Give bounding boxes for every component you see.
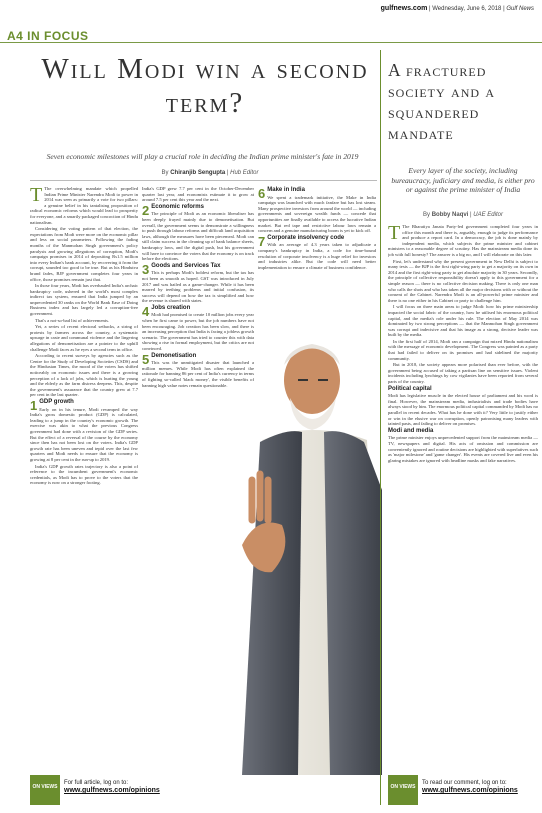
author-name: Bobby Naqvi [431,212,469,218]
section-text: The principle of Modi as an economic liberaliser has been deeply frayed mainly due to demonetisation. But overall, the government seems to demonstrate a willingness to push through labour reforms and difficult land acquisition laws, although the measures have been piecemeal. Modi can still claim success in the cleaning up of bank balance sheets, bankruptcy laws, and the digital push, but his government will have to convince the voters that the economy is on track before the elections. [142,211,254,262]
intro-paragraph: In those four years, Modi has overhauled India's archaic bankruptcy code, ushered in the world's most complex indirect tax system, ensured that India jumped by an unprecedented 30 ranks on the World Bank Ease of Doing Business index and has largely led a corruption-free government. [30,283,138,317]
main-byline: By Chiranjib Sengupta | Hub Editor [161,170,259,176]
side-byline: By Bobby Naqvi | UAE Editor [423,212,503,218]
footer-caption: To read our comment, log on to: [422,780,507,786]
modi-portrait-illustration [232,310,382,775]
onviews-logo: ON VIEWS [388,775,418,805]
byline-prefix: By [161,170,169,176]
section-text: Modi had promised to create 10 million jobs every year when he first came to power, but the job numbers have not been encouraging. Job creation has been slow, and there is an increasing perception that India is facing a jobless growth scenario. The government has tried to counter this with data showing a rise in formal employment, but the critics are not convinced. [142,312,254,352]
author-role: Hub Editor [230,170,259,176]
section-text: This was the unmitigated disaster that launched a million memes. While Modi has often explained the rationale for banning 86 per cent of India's currency in terms of fighting so-called 'black money', the visible benefits of banning high value notes remain questionable. [142,360,254,388]
section-heading: 2 Economic reforms [142,202,204,218]
side-paragraph: The Bharatiya Janata Party-led government completed four years in office this month and there is, arguably, enough to judge its performance and produce a report card. In a democracy, the job is done mainly by independent media, which subjects the prime minister and cabinet ministers to a reasonable degree of scrutiny. Has the mainstream media done its job with full honesty? The answer is a big no, and I will elaborate on this later. [388,224,538,257]
section-heading: 4 Jobs creation [142,303,191,319]
section-text: With an average of 4.3 years taken to adjudicate a company's bankruptcy in India, a code for time-bound resolution of corporate insolvency is a huge relief for investors and industries alike. But the code will need better implementation to ensure a climate of business confidence. [258,242,376,270]
side-paragraph: First, let's understand why the present government in New Delhi is subject to many tests — the BJP is the first right-wing party to get a majority on its own in 2014 and the first right-wing party to get absolute majority in 30 years. Secondly, the principle of collective responsibility doesn't apply to this government for a simple reason — there is no collective decision making. There is only one man who calls the shots and who has taken all the major decisions with or without the consent of the Cabinet. Narendra Modi is an all-powerful prime minister and there is no one either in his Cabinet or party to challenge him. [388,258,538,303]
dropcap: T [388,224,401,244]
paper-name: Gulf News [506,6,534,12]
side-paragraph: I will focus on three main areas to judge Modi: how his prime ministership impacted the social fabric of the country, how he utilised his enormous political capital, and the media's role under his rule. The election of May 2014 was dominated by two strong perceptions — that the Manmohan Singh government was corrupt and indecisive and that his image as a strong, decisive leader was built by the media. [388,304,538,338]
intro-paragraph: India's GDP growth rates trajectory is also a point of reference to the incumbent government's economic credentials, as Modi has to prove to the voters that the economy is now on a stronger footing. [30,463,138,486]
issue-date: Wednesday, June 6, 2018 [432,6,502,12]
intro-paragraph: The overwhelming mandate which propelled Indian Prime Minister Narendra Modi to power in 2014 was seen as primarily a vote for two pillars: a genuine belief in his tantalising proposition of radical economic reforms which would lead to prosperity for everyone, and a smartly packaged concoction of Hindu nationalism. [30,186,138,225]
author-role: UAE Editor [473,212,503,218]
side-footer [422,780,540,795]
section-text: Early on in his tenure, Modi revamped the way India's gross domestic product (GDP) is calculated, leading to a jump in the country's economic growth. The exercise was akin to what the previous Congress government had done with a revision of the GDP series. But the effect of a reversal of the course by the economy since then has not been lost on the voters. India's GDP growth rate has been uneven and tepid over the last few quarters and Modi needs to ensure that the economy is growing at 8 per cent in the run-up to 2019. [30,406,138,462]
footer-caption: For full article, log on to: [64,780,129,786]
onviews-logo: ON VIEWS [30,775,60,805]
main-headline: Will Modi win a second term? [41,53,369,119]
opinions-link[interactable]: www.gulfnews.com/opinions [64,787,160,794]
opinions-link[interactable]: www.gulfnews.com/opinions [422,787,518,794]
section-heading: 5 Demonetisation [142,351,197,367]
dropcap: T [30,186,43,206]
section-text: This is perhaps Modi's boldest reform, but the tax has not been as smooth as hoped. GST was introduced in July 2017 and was hailed as a game-changer. While it has been marred by teething problems and initial confusion, its success will depend on how the tax is simplified and how the revenue is shared with states. [142,270,254,304]
intro-paragraph: That's a not-so-bad list of achievements. [35,317,110,323]
section-heading: 1 GDP growth [30,397,74,413]
masthead: gulfnews.com | Wednesday, June 6, 2018 | Gulf News [380,5,534,12]
side-paragraph: In the first half of 2014, Modi ran a campaign that mixed Hindu nationalism with the message of economic development. The Congress was painted as a party that had failed to deliver on its promises and had sidelined the majority community. [388,338,538,361]
site-url[interactable]: gulfnews.com [380,5,428,12]
side-column [388,224,538,769]
side-paragraph: But in 2018, the society appears more polarised than ever before, with the government being accused of taking a partisan line on sensitive issues. Violent incidents including lynchings by cow vigilantes have been reported from several parts of the country. [388,362,538,385]
main-column-1 [30,186,138,766]
section-heading: 6 Make in India [258,186,305,201]
main-deck: Seven economic milestones will play a crucial role in deciding the Indian prime minister's fate in 2019 [46,152,359,161]
side-headline: A fractured society and a squandered mandate [388,60,496,143]
section-heading: Modi and media [388,427,434,434]
intro-paragraph: Considering the voting pattern of that election, the expectations from Modi were more on the economic pillar and less on social parameters. Following the fading months of the Manmohan Singh government's policy paralysis and growing allegations of corruption, Modi's campaign promises in 2014 of depositing Rs1.5 million into every Indian's bank account, by recovering it from the corrupt, sounded too good to be true. But as his Hindutva brand fades, BJP government completes four years in office, those promises remain just that. [30,226,138,282]
byline-rule [30,180,377,181]
intro-paragraph: According to recent surveys by agencies such as the Centre for the Study of Developing Societies (CSDS) and the Hindustan Times, the mood of the voters has shifted noticeably on economic issues and there is a growing perception of a lack of jobs, which is hurting the young and the elderly as the farm distress deepens. This, despite the government's assurance that the country grew at 7.7 per cent in the last quarter. [30,353,138,398]
section-text: We spent a trademark initiative, the Make in India campaign was launched with much fanfare but has lost steam. Many prospective investors from around the world — including governments and sovereign wealth funds — concede that opportunities are finally available to access the lucrative Indian market. But red tape and restrictive labour laws remain a concern and a genuine manufacturing boom is yet to kick off. [258,194,376,234]
main-column-3 [258,186,376,311]
intro-paragraph: India's GDP grew 7.7 per cent in the October-December quarter last year, and economists estimate it to grow at around 7.5 per cent this year and the next. [142,186,254,203]
section-heading: 3 Goods and Services Tax [142,261,221,277]
side-deck: Every layer of the society, including bureaucracy, judiciary and media, is either pro or against the prime minister of India [391,166,535,194]
section-text: The prime minister enjoys unprecedented support from the mainstream media — TV, newspapers and digital. His acts of omission and commission are conveniently ignored and routine decisions are highlighted with superlatives such as 'major milestone' and 'game changer'. His events are covered live and even his glaring mistakes are ignored with headline masks and fake narratives. [388,435,538,463]
intro-paragraph: Yet, a series of recent electoral setbacks, a string of protests by farmers across the country, a systematic upsurge in caste and communal violence and the lingering allegations of demonetisation are a pointer to the uphill challenge Modi faces as he eyes a second term in office. [30,324,138,352]
section-tag: A4 IN FOCUS [7,29,89,43]
section-heading: Political capital [388,385,432,392]
column-divider [380,50,381,805]
section-text: Modi has legislative muscle in the elected house of parliament and his word is final. However, the mainstream media, industrialists and trade bodies have always stood by him. The enormous political capital commanded by Modi has no parallel in recent decades. What has he done with it? Very little to justify either or win in the elusive war on corruption, openly patronising many leaders with tainted pasts, and failing to deliver on promises. [388,393,538,427]
byline-prefix: By [423,212,431,218]
section-heading: 7 Corporate insolvency code [258,233,345,249]
main-footer [64,780,264,795]
author-name: Chiranjib Sengupta [170,170,226,176]
